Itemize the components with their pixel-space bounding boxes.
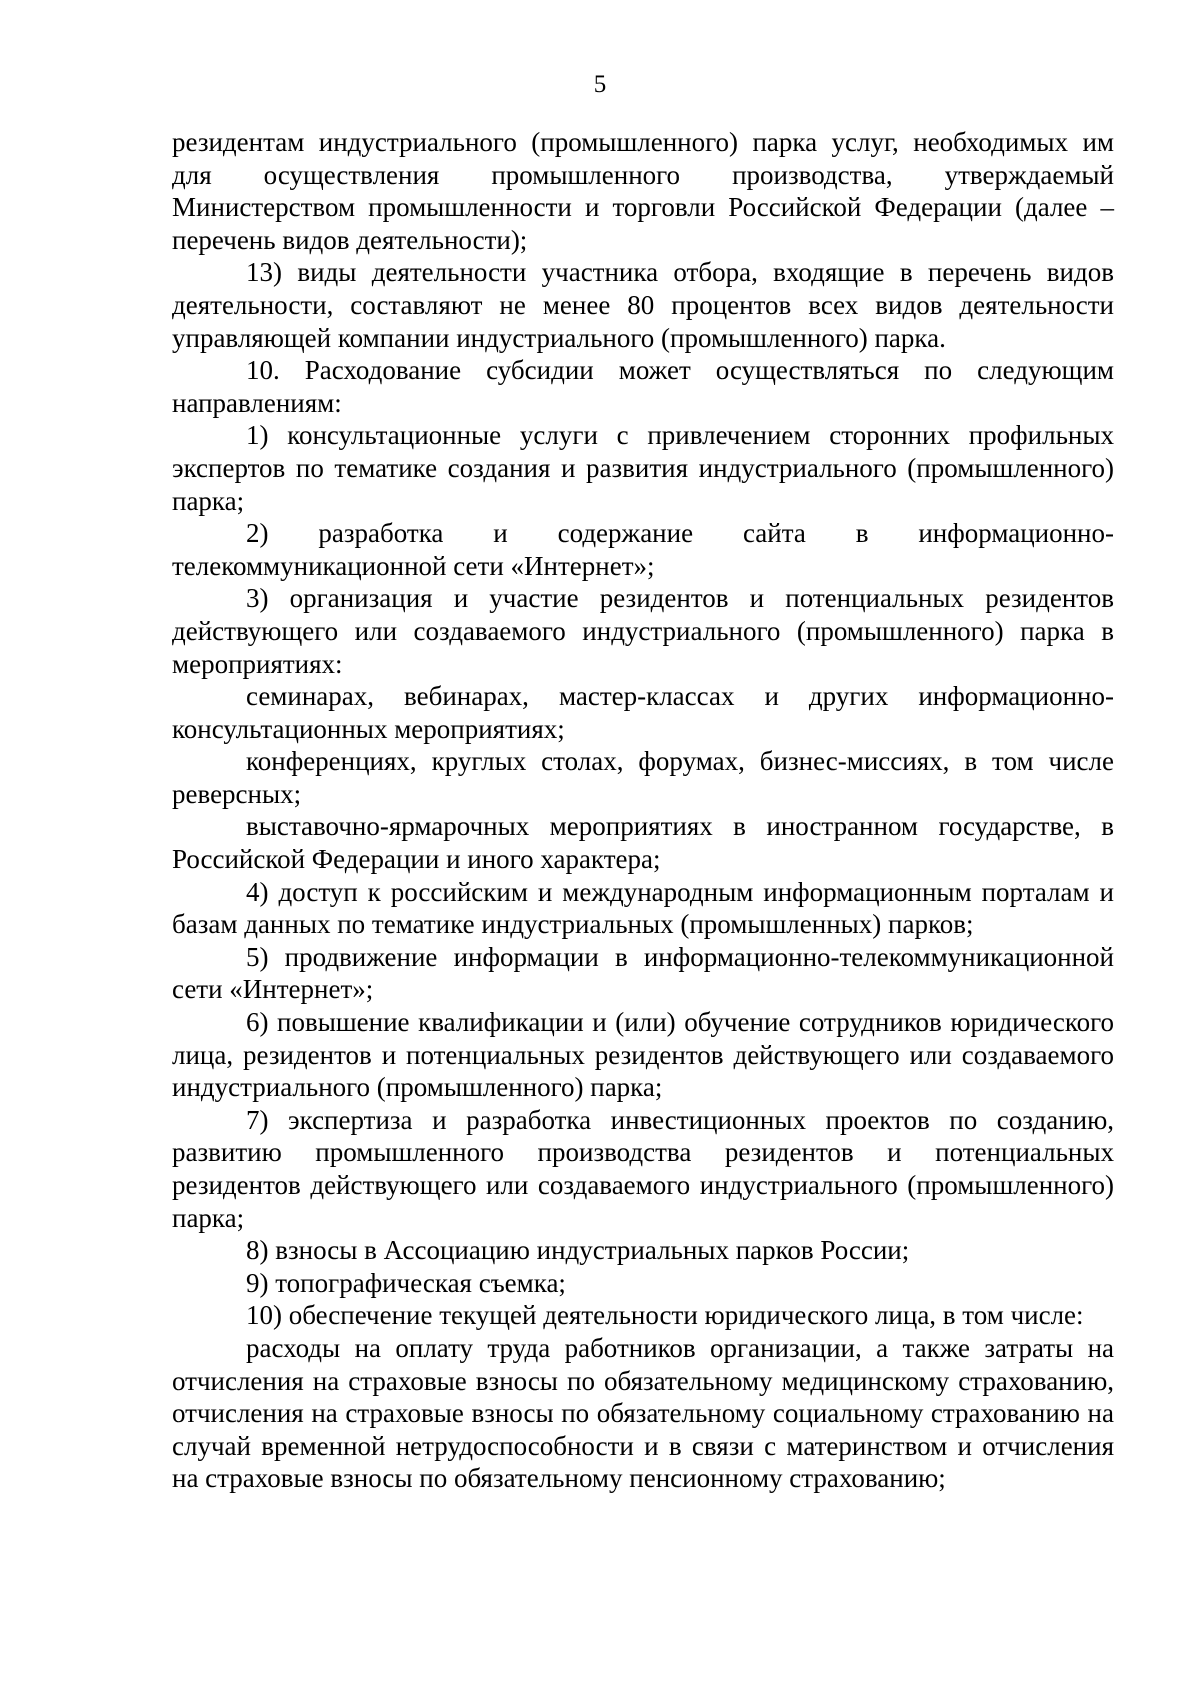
paragraph-subitem-labor-costs: расходы на оплату труда работников организации, а также затраты на отчисления на страховые взносы по обязательному медицинскому страхованию, отчисления на страховые взносы по обязательному социальному страхованию на случай временной нетрудоспособности и в связи с материнством и отчисления на страховые взносы по обязательному пенсионному страхованию; xyxy=(172,1332,1114,1494)
paragraph-item-2: 2) разработка и содержание сайта в информационно-телекоммуникационной сети «Интернет»; xyxy=(172,518,1114,581)
paragraph-item-6: 6) повышение квалификации и (или) обучение сотрудников юридического лица, резидентов и потенциальных резидентов действующего или создаваемого индустриального (промышленного) парка; xyxy=(172,1007,1114,1103)
paragraph-subitem-conferences: конференциях, круглых столах, форумах, бизнес-миссиях, в том числе реверсных; xyxy=(172,746,1114,809)
paragraph-continuation: резидентам индустриального (промышленного) парка услуг, необходимых им для осуществления промышленного производства, утверждаемый Министерством промышленности и торговли Российской Федерации (далее – перечень видов деятельности); xyxy=(172,127,1114,255)
paragraph-subitem-exhibitions: выставочно-ярмарочных мероприятиях в иностранном государстве, в Российской Федерации и иного характера; xyxy=(172,811,1114,875)
paragraph-item-3: 3) организация и участие резидентов и потенциальных резидентов действующего или создаваемого индустриального (промышленного) парка в мероприятиях: xyxy=(172,583,1114,679)
paragraph-item-13: 13) виды деятельности участника отбора, входящие в перечень видов деятельности, составляют не менее 80 процентов всех видов деятельности управляющей компании индустриального (промышленного) парка. xyxy=(172,257,1114,353)
document-body xyxy=(172,126,1114,1495)
paragraph-item-5: 5) продвижение информации в информационно-телекоммуникационной сети «Интернет»; xyxy=(172,941,1114,1005)
paragraph-item-10: 10) обеспечение текущей деятельности юридического лица, в том числе: xyxy=(246,1300,1084,1331)
page-number: 5 xyxy=(593,71,607,98)
paragraph-section-10: 10. Расходование субсидии может осуществляться по следующим направлениям: xyxy=(172,355,1114,418)
paragraph-item-4: 4) доступ к российским и международным информационным порталам и базам данных по тематике индустриальных (промышленных) парков; xyxy=(172,876,1114,940)
paragraph-item-8: 8) взносы в Ассоциацию индустриальных парков России; xyxy=(246,1235,910,1266)
paragraph-subitem-seminars: семинарах, вебинарах, мастер-классах и других информационно-консультационных мероприятиях; xyxy=(172,681,1114,744)
paragraph-item-9: 9) топографическая съемка; xyxy=(246,1267,566,1298)
paragraph-item-7: 7) экспертиза и разработка инвестиционных проектов по созданию, развитию промышленного производства резидентов и потенциальных резидентов действующего или создаваемого индустриального (промышленного) парка; xyxy=(172,1104,1114,1233)
paragraph-item-1: 1) консультационные услуги с привлечением сторонних профильных экспертов по тематике создания и развития индустриального (промышленного) парка; xyxy=(172,420,1114,516)
